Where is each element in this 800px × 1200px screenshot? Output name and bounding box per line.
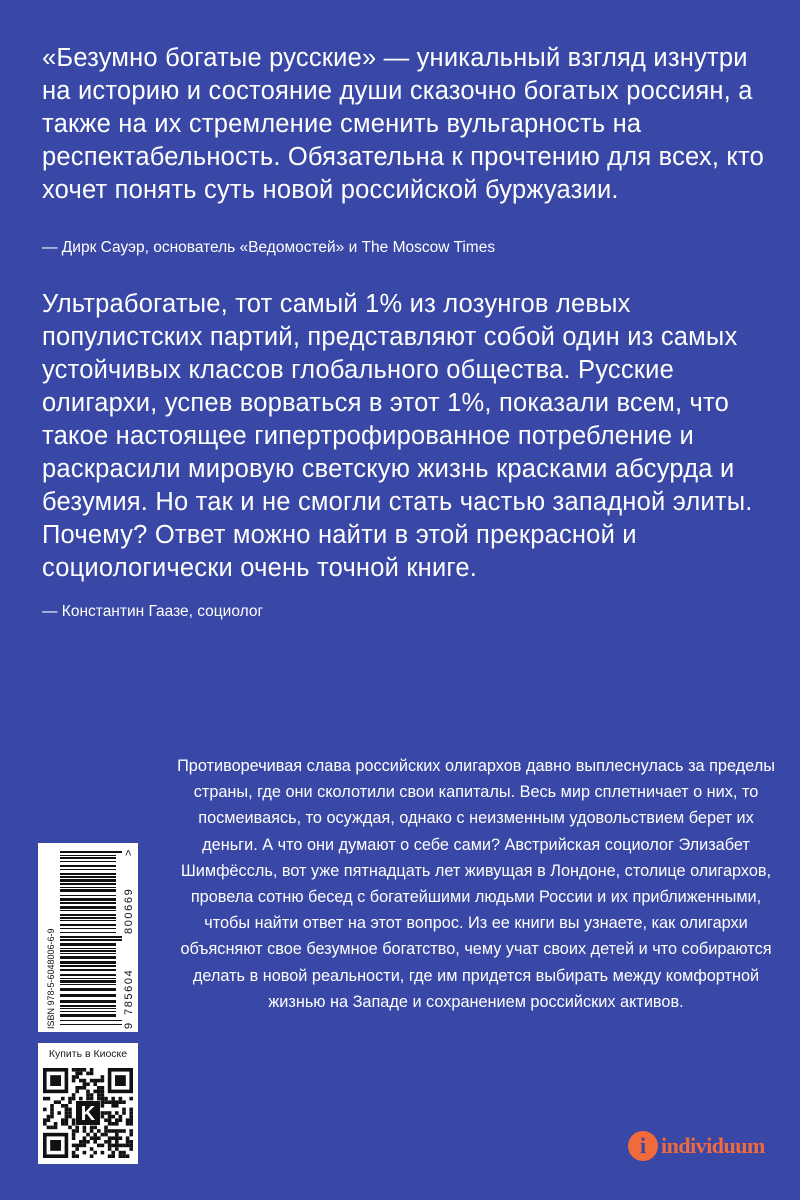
quote-sauer-attribution: — Дирк Сауэр, основатель «Ведомостей» и The Moscow Times [42,239,496,256]
publisher-logo-icon: i [628,1131,658,1161]
kiosk-qr-block [38,1043,138,1164]
barcode-digit-first: 9 [123,1022,135,1029]
barcode-arrow: > [123,849,135,856]
quote-gaaze-attribution: — Константин Гаазе, социолог [42,603,264,620]
isbn-text: ISBN 978-5-6048006-6-9 [46,928,56,1029]
isbn-barcode [38,843,138,1032]
kiosk-label: Купить в Киоске [48,1048,128,1060]
barcode-digits-group2: 800669 [123,887,135,934]
book-description: Противоречивая слава российских олигархов давно выплеснулась за пределы страны, где они сколотили свои капиталы. Весь мир сплетничает о них, то посмеиваясь, то осуждая, однако с неизменным удовольствием берет их деньги. А что они думают о себе сами? Австрийская социолог Элизабет Шимфёссль, вот уже пятнадцать лет живущая в Лондоне, столице олигархов, провела сотню бесед с богатейшими людьми России и их приближенными, чтобы найти ответ на этот вопрос. Из ее книги вы узнаете, как олигархи объясняют свое безумное богатство, чему учат своих детей и что собираются делать в новой реальности, где им придется выбирать между комфортной жизнью на Западе и сохранением российских активов. [177,757,775,1011]
barcode-graphic [38,843,138,1032]
kiosk-badge: K [80,1103,96,1125]
barcode-digits-group1: 785604 [123,968,135,1015]
publisher-name: individuum [661,1133,765,1158]
qr-code-icon [43,1068,133,1160]
quote-sauer: «Безумно богатые русские» — уникальный взгляд изнутри на историю и состояние души сказочно богатых россиян, а также на их стремление сменить вульгарность на респектабельность. Обязательна к прочтению для всех, кто хочет понять суть новой российской буржуазии. [42,44,764,204]
quote-gaaze: Ультрабогатые, тот самый 1% из лозунгов левых популистских партий, представляют собой один из самых устойчивых классов глобального общества. Русские олигархи, успев ворваться в этот 1%, показали всем, что такое настоящее гипертрофированное потребление и раскрасили мировую светскую жизнь красками абсурда и безумия. Но так и не смогли стать частью западной элиты. Почему? Ответ можно найти в этой прекрасной и социологически очень точной книге. [42,290,753,582]
publisher-logo [628,1130,765,1162]
